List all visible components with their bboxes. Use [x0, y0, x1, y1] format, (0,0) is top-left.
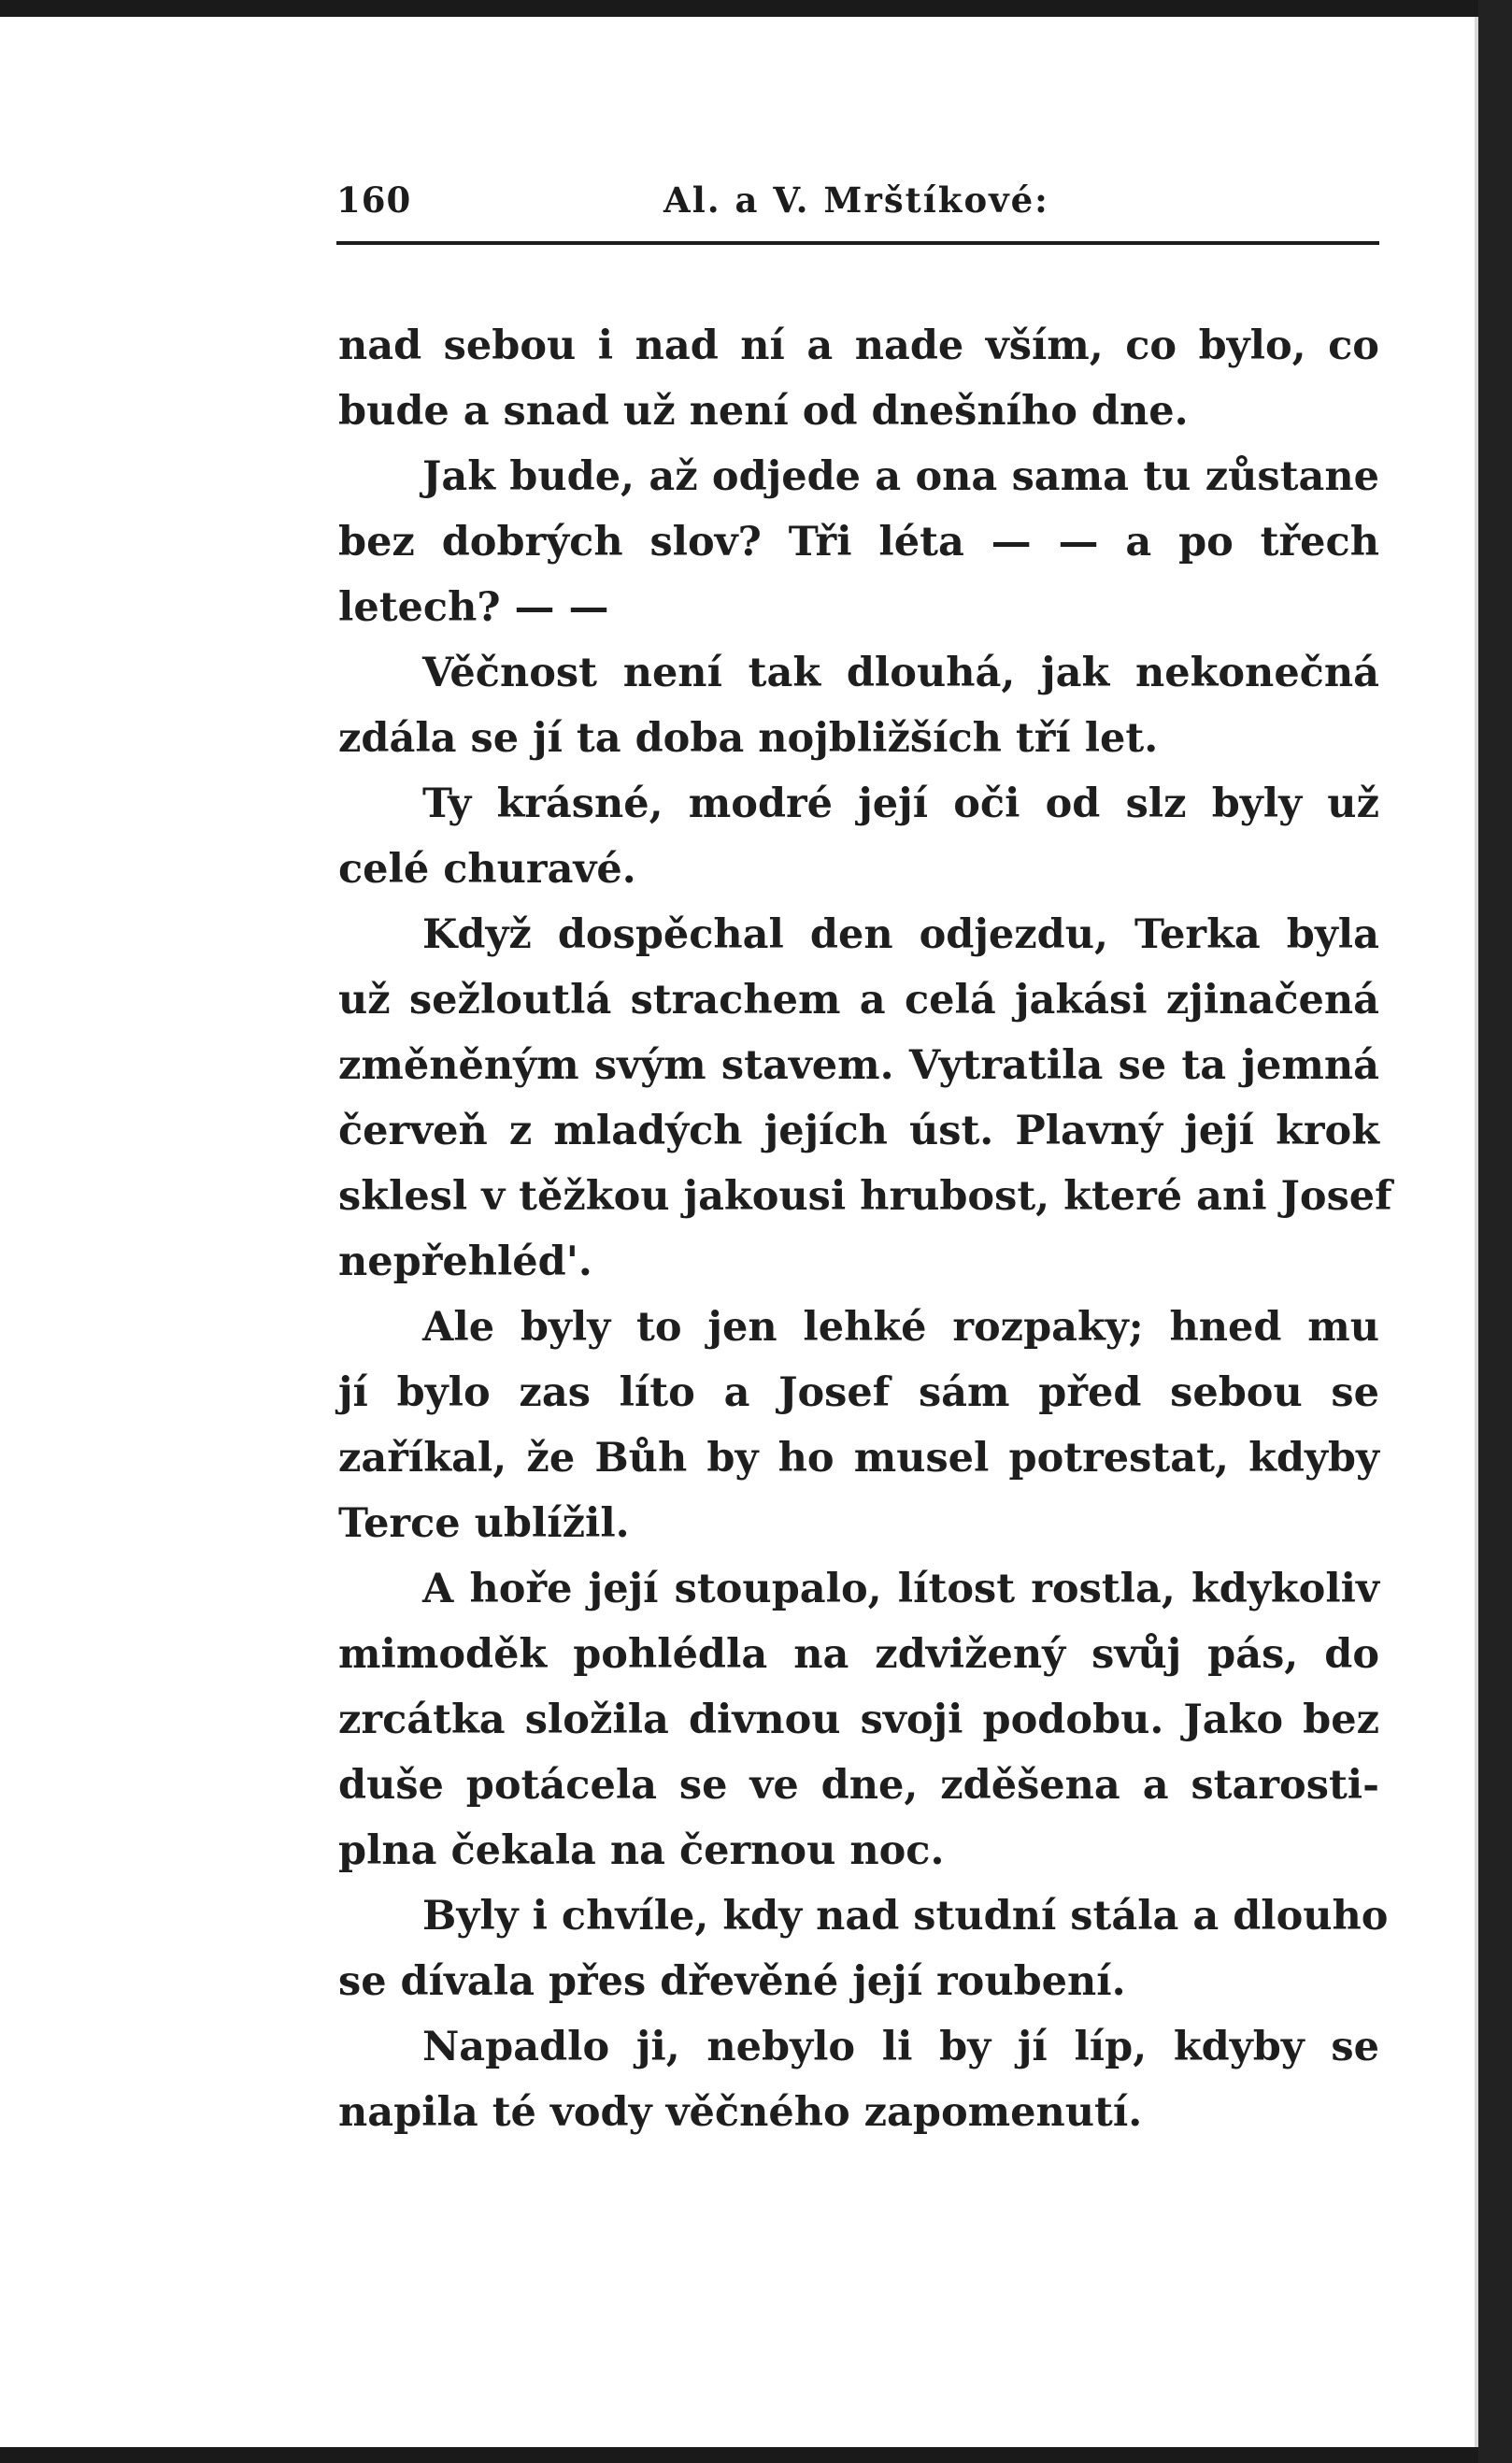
text-line: letech? — — [338, 584, 609, 631]
text-line: nad sebou i nad ní a nade vším, co bylo, co [338, 322, 1379, 369]
text-line: Když dospěchal den odjezdu, Terka byla [422, 911, 1379, 958]
text-line: sklesl v těžkou jakousi hrubost, které ani Josef [338, 1173, 1392, 1220]
text-line: Byly i chvíle, kdy nad studní stála a dlouho [422, 1893, 1389, 1940]
text-line: plna čekala na černou noc. [338, 1827, 945, 1874]
text-line: zaříkal, že Bůh by ho musel potrestat, kdyby [338, 1435, 1379, 1482]
text-line: duše potácela se ve dne, zděšena a starosti- [338, 1762, 1379, 1809]
page-number: 160 [336, 179, 412, 221]
text-line: A hoře její stoupalo, lítost rostla, kdykoliv [422, 1566, 1379, 1612]
running-head: Al. a V. Mrštíkové: [663, 179, 1049, 221]
page-edge-dark [1478, 0, 1512, 2463]
text-line: Napadlo ji, nebylo li by jí líp, kdyby se [422, 2024, 1379, 2070]
text-line: napila té vody věčného zapomenutí. [338, 2089, 1143, 2136]
text-line: jí bylo zas líto a Josef sám před sebou se [338, 1369, 1379, 1416]
text-line: nepřehléd'. [338, 1239, 592, 1285]
text-line: se dívala přes dřevěné její roubení. [338, 1958, 1126, 2005]
text-line: Terce ublížil. [338, 1500, 630, 1547]
text-line: Ale byly to jen lehké rozpaky; hned mu [422, 1304, 1379, 1351]
text-line: červeň z mladých jejích úst. Plavný její krok [338, 1108, 1379, 1154]
text-line: mimoděk pohlédla na zdvižený svůj pás, do [338, 1631, 1379, 1678]
text-line: Jak bude, až odjede a ona sama tu zůstane [422, 453, 1379, 500]
text-line: zrcátka složila divnou svoji podobu. Jako bez [338, 1697, 1379, 1743]
text-line: Ty krásné, modré její oči od slz byly už [422, 780, 1379, 827]
header-rule [336, 241, 1379, 245]
text-line: zdála se jí ta doba nojbližších tří let. [338, 715, 1159, 762]
body-text [338, 313, 1392, 2145]
text-line: už sežloutlá strachem a celá jakási zjinačená [338, 977, 1379, 1024]
page-header [336, 179, 1379, 236]
text-line: Věčnost není tak dlouhá, jak nekonečná [422, 650, 1379, 696]
text-line: bude a snad už není od dnešního dne. [338, 388, 1189, 435]
text-line: změněným svým stavem. Vytratila se ta jemná [338, 1042, 1379, 1089]
text-line: celé churavé. [338, 846, 636, 893]
text-line: bez dobrých slov? Tři léta — — a po třech [338, 519, 1379, 566]
